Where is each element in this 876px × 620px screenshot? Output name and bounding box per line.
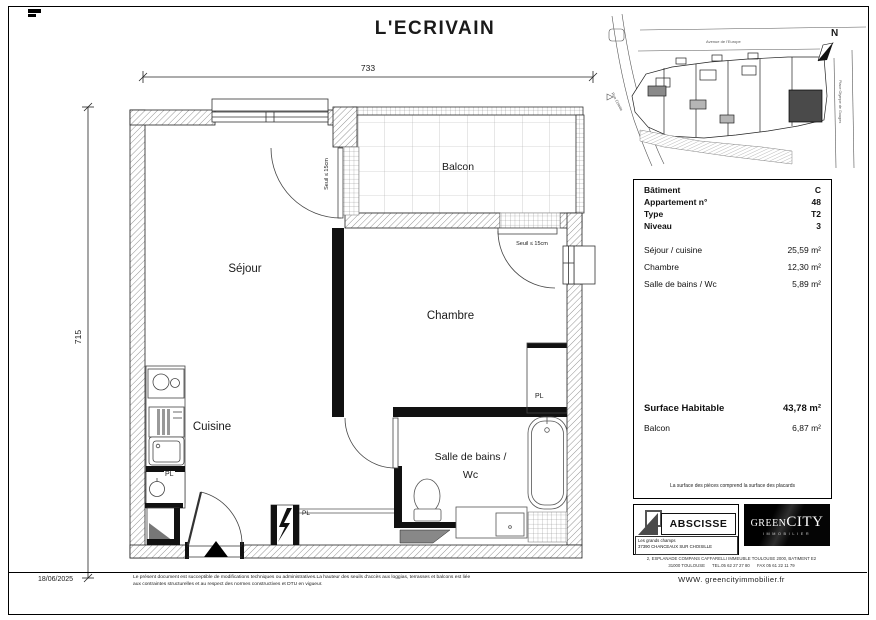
door-sejour-balcon xyxy=(271,148,343,218)
agency-address-1: 2, ESPLANADE COMPANS CAFFARELLI IMMEUBLE TOULOUSE 2000, BATIMENT E2 xyxy=(646,556,817,561)
info-panel xyxy=(633,179,832,499)
balcon-area-row: Balcon 6,87 m² xyxy=(644,423,821,433)
area-row-sdb: Salle de bains / Wc 5,89 m² xyxy=(644,279,821,289)
greencity-name: GREENCITY xyxy=(750,514,824,530)
closet-chambre xyxy=(527,343,567,413)
corner-mark xyxy=(28,9,41,17)
street-left-label: Rue Colette xyxy=(610,92,624,112)
balcony xyxy=(352,107,584,213)
placards-note: La surface des pièces comprend la surface des placards xyxy=(669,483,796,489)
kitchen-sink xyxy=(149,437,184,465)
door-chambre-balcon xyxy=(498,228,557,288)
website: WWW. greencityimmobilier.fr xyxy=(678,575,785,584)
room-label-sdb-1: Salle de bains / xyxy=(434,451,507,463)
pl-cuisine-label: PL xyxy=(165,471,174,478)
disclaimer-line-1: Le présent document est succeptible de modifications techniques ou administratives.La hauteur des seuils d'accès aux loggias, terrasses et balcons est liée xyxy=(133,575,471,580)
street-top-label: Avenue de l'Europe xyxy=(706,39,741,44)
dim-width: 733 xyxy=(360,63,376,73)
technical-shaft-bath xyxy=(400,530,450,543)
north-arrow-icon xyxy=(818,43,833,61)
area-row-chambre: Chambre 12,30 m² xyxy=(644,262,821,272)
pl-entree-label: PL xyxy=(302,510,310,517)
seuil-chambre-label: Seuil ≤ 15cm xyxy=(516,241,548,247)
abscisse-address: Les grands champs 37390 CHANCEAUX SUR CHOISILLE xyxy=(635,536,738,555)
sejour-window-sill xyxy=(212,99,328,111)
room-label-sejour: Séjour xyxy=(228,263,262,275)
page-title: L'ECRIVAIN xyxy=(374,18,496,39)
plan-date: 18/06/2025 xyxy=(38,576,74,583)
area-row-sejour: Séjour / cuisine 25,59 m² xyxy=(644,245,821,255)
info-row-appartement: Appartement n° 48 xyxy=(644,197,821,207)
vanity-sink xyxy=(456,507,527,538)
room-label-balcon: Balcon xyxy=(441,161,475,173)
highlighted-building xyxy=(789,90,822,122)
room-label-chambre: Chambre xyxy=(426,310,475,322)
dim-height: 715 xyxy=(73,329,83,345)
door-chambre xyxy=(345,418,398,468)
disclaimer-line-2: aux contraintes structurelles et au respect des normes constructives et DTU en vigueur. xyxy=(133,582,323,587)
greencity-subtitle: IMMOBILIER xyxy=(762,532,812,536)
north-label: N xyxy=(831,28,839,39)
toilet xyxy=(414,479,441,521)
footer-divider xyxy=(8,572,867,573)
abscisse-name: ABSCISSE xyxy=(661,513,736,535)
surface-habitable-row: Surface Habitable 43,78 m² xyxy=(644,403,821,414)
pl-chambre-label: PL xyxy=(535,393,544,400)
entrance-arrow-icon xyxy=(204,541,228,557)
entry-closet xyxy=(271,505,394,545)
room-label-cuisine: Cuisine xyxy=(192,421,232,433)
kitchen-fixtures xyxy=(145,366,185,545)
door-entree xyxy=(188,492,242,557)
info-row-batiment: Bâtiment C xyxy=(644,185,821,195)
technical-shaft-kitchen xyxy=(147,508,180,545)
chambre-window-sill xyxy=(574,246,595,284)
street-right-label: Place Olympe de Gouges xyxy=(838,80,842,124)
seuil-sejour-label: Seuil ≤ 15cm xyxy=(324,158,330,190)
oven xyxy=(149,407,184,437)
site-map xyxy=(607,14,866,168)
info-row-niveau: Niveau 3 xyxy=(644,221,821,231)
abscisse-logo xyxy=(633,504,739,555)
balcony-railing-top xyxy=(352,107,583,115)
bathtub xyxy=(528,417,567,509)
balcony-railing-right xyxy=(576,115,584,213)
greencity-logo xyxy=(744,504,830,546)
agency-address-2: 31000 TOULOUSE TEL.05 62 27 27 80 FAX 05 61 22 11 79 xyxy=(668,563,795,568)
info-row-type: Type T2 xyxy=(644,209,821,219)
room-label-sdb-2: Wc xyxy=(462,469,479,481)
